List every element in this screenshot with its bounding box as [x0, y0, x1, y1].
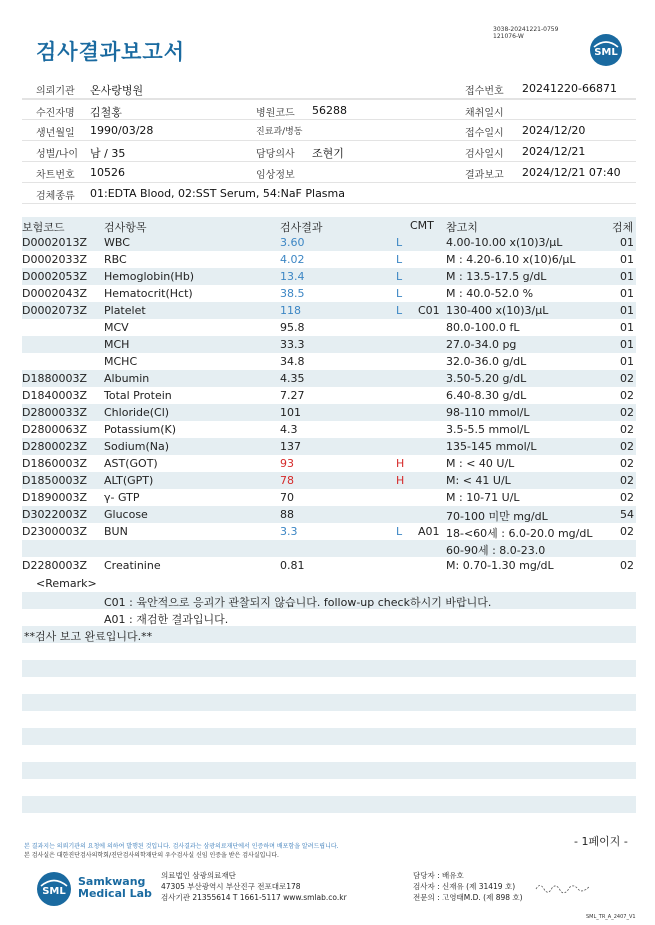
cell-spec: 01 [620, 287, 634, 300]
table-body [22, 234, 636, 574]
staff-info [413, 870, 523, 903]
remark-header-row [22, 575, 636, 592]
cell-spec: 02 [620, 491, 634, 504]
cell-result: 101 [280, 406, 301, 419]
sex-age-label: 성별/나이 [36, 149, 79, 160]
table-row [22, 251, 636, 268]
table-row [22, 455, 636, 472]
cell-ref: 3.5-5.5 mmol/L [446, 423, 530, 436]
cell-result: 93 [280, 457, 294, 470]
cell-name: Hematocrit(Hct) [104, 287, 193, 300]
document-id-line2: 121076-W [493, 33, 524, 40]
cell-code: D0002043Z [22, 287, 87, 300]
cell-result: 137 [280, 440, 301, 453]
info-row-hospital [22, 78, 636, 99]
header-spec: 검체 [612, 221, 634, 234]
cell-spec: 01 [620, 270, 634, 283]
cell-spec: 02 [620, 423, 634, 436]
info-row-sex-age [22, 141, 636, 162]
cell-flag: L [396, 270, 403, 283]
cell-ref: 130-400 x(10)3/μL [446, 304, 549, 317]
cell-spec: 01 [620, 236, 634, 249]
info-row-dob [22, 120, 636, 141]
cell-result: 7.27 [280, 389, 305, 402]
sml-logo-icon [589, 33, 623, 67]
cell-result: 95.8 [280, 321, 305, 334]
cell-name: MCH [104, 338, 130, 351]
cell-name: Glucose [104, 508, 148, 521]
cell-spec: 02 [620, 372, 634, 385]
info-row-patient [22, 99, 636, 120]
clinical-label: 임상정보 [256, 170, 295, 181]
cell-code: D2280003Z [22, 559, 87, 572]
cell-ref: M : 40.0-52.0 % [446, 287, 534, 300]
cell-flag: L [396, 525, 403, 538]
table-row [22, 421, 636, 438]
table-row [22, 387, 636, 404]
cell-result: 33.3 [280, 338, 305, 351]
cell-result: 118 [280, 304, 301, 317]
specimen-label: 검체종류 [36, 191, 75, 202]
table-header [22, 217, 636, 234]
footer-note-2: 본 검사실은 대한진단검사의학회/진단검사의학재단의 우수검사실 신임 인증을 받은 검사실입니다. [24, 852, 279, 859]
cell-flag: L [396, 253, 403, 266]
cell-code: D0002073Z [22, 304, 87, 317]
report-complete-row [22, 626, 636, 643]
remark-a01-row [22, 609, 636, 626]
cell-result: 4.35 [280, 372, 305, 385]
cell-name: ALT(GPT) [104, 474, 154, 487]
cell-result: 78 [280, 474, 294, 487]
cell-spec: 01 [620, 338, 634, 351]
cell-name: γ- GTP [104, 491, 140, 504]
cell-result: 4.3 [280, 423, 298, 436]
cell-result: 4.02 [280, 253, 305, 266]
cell-ref: 80.0-100.0 fL [446, 321, 520, 334]
table-row [22, 302, 636, 319]
page-number: - 1페이지 - [574, 835, 628, 848]
cell-spec: 02 [620, 457, 634, 470]
receipt-no-label: 접수번호 [465, 86, 504, 97]
cell-code: D1890003Z [22, 491, 87, 504]
collect-label: 채취일시 [465, 108, 504, 119]
cell-name: AST(GOT) [104, 457, 158, 470]
brand-name [78, 876, 152, 900]
cell-code: D0002013Z [22, 236, 87, 249]
info-row-chart [22, 162, 636, 183]
doctor-value: 조현기 [312, 147, 344, 160]
cell-spec: 01 [620, 304, 634, 317]
cell-code: D1840003Z [22, 389, 87, 402]
hospital-code-value: 56288 [312, 104, 347, 117]
cell-code: D2800033Z [22, 406, 87, 419]
footer-note-1: 본 결과지는 의뢰기관의 요청에 의하여 발행된 것입니다. 검사결과는 삼광의료재단에서 인증하며 배포함을 알려드립니다. [24, 843, 339, 850]
cell-code: D1880003Z [22, 372, 87, 385]
cell-name: Platelet [104, 304, 146, 317]
table-row [22, 268, 636, 285]
blank-row [22, 796, 636, 813]
remark-a01: A01 : 재검한 결과입니다. [104, 613, 229, 626]
cell-code: D1850003Z [22, 474, 87, 487]
cell-code: D2800023Z [22, 440, 87, 453]
table-row [22, 234, 636, 251]
cell-code: D1860003Z [22, 457, 87, 470]
cell-result: 34.8 [280, 355, 305, 368]
table-row [22, 336, 636, 353]
blank-row [22, 728, 636, 745]
cell-name: Creatinine [104, 559, 161, 572]
patient-label: 수진자명 [36, 108, 75, 119]
receipt-date-label: 접수일시 [465, 128, 504, 139]
header-result: 검사결과 [280, 221, 323, 234]
cell-ref: 3.50-5.20 g/dL [446, 372, 527, 385]
table-row [22, 353, 636, 370]
cell-name: WBC [104, 236, 130, 249]
cell-cmt: C01 [418, 304, 440, 317]
cell-name: Sodium(Na) [104, 440, 169, 453]
receipt-date-value: 2024/12/20 [522, 124, 586, 137]
cell-spec: 02 [620, 559, 634, 572]
table-row [22, 557, 636, 574]
cell-result: 88 [280, 508, 294, 521]
cell-flag: H [396, 457, 405, 470]
cell-spec: 54 [620, 508, 634, 521]
table-row [22, 319, 636, 336]
cell-result: 3.3 [280, 525, 298, 538]
cell-spec: 02 [620, 440, 634, 453]
chart-label: 차트번호 [36, 170, 75, 181]
remark-header: <Remark> [36, 577, 97, 590]
cell-spec: 02 [620, 406, 634, 419]
table-row [22, 438, 636, 455]
dept-label: 진료과/병동 [256, 127, 303, 137]
form-code: SML_TR_A_2407_V1 [586, 914, 636, 920]
document-id-line1: 3038-20241221-0759 [493, 26, 559, 33]
cell-spec: 01 [620, 253, 634, 266]
sml-logo-text: SML [594, 47, 618, 58]
blank-row [22, 660, 636, 677]
document-id [493, 26, 558, 40]
cell-ref: 6.40-8.30 g/dL [446, 389, 527, 402]
staff-line-2: 검사자 : 신재유 (제 31419 호) [413, 882, 516, 891]
cell-spec: 02 [620, 525, 634, 538]
cell-cmt: A01 [418, 525, 440, 538]
address-line-2: 47305 부산광역시 부산진구 전포대로178 [161, 882, 301, 891]
test-date-label: 검사일시 [465, 149, 504, 160]
cell-result: 13.4 [280, 270, 305, 283]
staff-line-1: 담당자 : 배유호 [413, 871, 464, 880]
patient-info [22, 78, 636, 204]
cell-ref: M : 13.5-17.5 g/dL [446, 270, 547, 283]
lab-address [161, 870, 347, 903]
table-row [22, 285, 636, 302]
header-name: 검사항목 [104, 221, 147, 234]
header-cmt: CMT [410, 219, 434, 232]
brand-line-1: Samkwang [78, 875, 146, 888]
cell-flag: L [396, 236, 403, 249]
cell-name: Albumin [104, 372, 150, 385]
cell-ref: M : 10-71 U/L [446, 491, 520, 504]
cell-spec: 02 [620, 389, 634, 402]
cell-name: MCHC [104, 355, 138, 368]
remark-c01: C01 : 육안적으로 응괴가 관찰되지 않습니다. follow-up check하시기 바랍니다. [104, 596, 492, 609]
table-row [22, 472, 636, 489]
hospital-code-label: 병원코드 [256, 108, 295, 119]
info-row-specimen [22, 183, 636, 204]
cell-code: D3022003Z [22, 508, 87, 521]
table-row [22, 404, 636, 421]
cell-spec: 01 [620, 355, 634, 368]
cell-ref: 60-90세 : 8.0-23.0 [446, 544, 546, 557]
receipt-no-value: 20241220-66871 [522, 82, 617, 95]
signature-scribble [534, 880, 594, 894]
address-line-3: 검사기관 21355614 T 1661-5117 www.smlab.co.kr [161, 893, 347, 902]
cell-ref: M : < 40 U/L [446, 457, 515, 470]
cell-ref: 32.0-36.0 g/dL [446, 355, 527, 368]
cell-ref: 70-100 미만 mg/dL [446, 510, 548, 523]
staff-line-3: 전문의 : 고영태M.D. (제 898 호) [413, 893, 523, 902]
cell-ref: 135-145 mmol/L [446, 440, 537, 453]
results-table [22, 217, 636, 574]
header-ref: 참고치 [446, 221, 478, 234]
cell-name: BUN [104, 525, 128, 538]
cell-ref: 98-110 mmol/L [446, 406, 530, 419]
cell-flag: H [396, 474, 405, 487]
cell-spec: 02 [620, 474, 634, 487]
cell-name: MCV [104, 321, 129, 334]
report-date-value: 2024/12/21 07:40 [522, 166, 621, 179]
cell-flag: L [396, 287, 403, 300]
cell-result: 0.81 [280, 559, 305, 572]
cell-code: D2300003Z [22, 525, 87, 538]
table-row [22, 506, 636, 523]
cell-name: RBC [104, 253, 127, 266]
cell-result: 70 [280, 491, 294, 504]
cell-spec: 01 [620, 321, 634, 334]
blank-row [22, 694, 636, 711]
remarks-section [22, 575, 636, 643]
cell-ref: 4.00-10.00 x(10)3/μL [446, 236, 563, 249]
chart-value: 10526 [90, 166, 125, 179]
sml-footer-logo-icon [36, 871, 72, 907]
cell-ref: M: < 41 U/L [446, 474, 511, 487]
dob-value: 1990/03/28 [90, 124, 154, 137]
cell-ref: M : 4.20-6.10 x(10)6/μL [446, 253, 576, 266]
patient-value: 김철홍 [90, 106, 122, 119]
cell-result: 38.5 [280, 287, 305, 300]
brand-line-2: Medical Lab [78, 887, 152, 900]
table-row [22, 540, 636, 557]
cell-code: D0002053Z [22, 270, 87, 283]
cell-name: Potassium(K) [104, 423, 177, 436]
cell-code: D0002033Z [22, 253, 87, 266]
header-code: 보험코드 [22, 221, 65, 234]
cell-ref: M: 0.70-1.30 mg/dL [446, 559, 554, 572]
specimen-value: 01:EDTA Blood, 02:SST Serum, 54:NaF Plasma [90, 187, 345, 200]
table-row [22, 523, 636, 540]
cell-flag: L [396, 304, 403, 317]
report-complete: **검사 보고 완료입니다.** [24, 630, 153, 643]
cell-ref: 27.0-34.0 pg [446, 338, 517, 351]
dob-label: 생년월일 [36, 128, 75, 139]
sex-age-value: 남 / 35 [90, 147, 126, 160]
cell-result: 3.60 [280, 236, 305, 249]
address-line-1: 의료법인 삼광의료재단 [161, 871, 236, 880]
cell-name: Total Protein [104, 389, 172, 402]
table-row [22, 370, 636, 387]
cell-code: D2800063Z [22, 423, 87, 436]
cell-name: Hemoglobin(Hb) [104, 270, 195, 283]
cell-name: Chloride(Cl) [104, 406, 170, 419]
sml-footer-logo-text: SML [42, 886, 66, 897]
hospital-label: 의뢰기관 [36, 86, 75, 97]
report-title: 검사결과보고서 [36, 40, 186, 64]
hospital-value: 온사랑병원 [90, 84, 144, 97]
cell-ref: 18-<60세 : 6.0-20.0 mg/dL [446, 527, 593, 540]
doctor-label: 담당의사 [256, 149, 295, 160]
test-date-value: 2024/12/21 [522, 145, 586, 158]
table-row [22, 489, 636, 506]
report-date-label: 결과보고 [465, 170, 504, 181]
blank-row [22, 762, 636, 779]
remark-c01-row [22, 592, 636, 609]
